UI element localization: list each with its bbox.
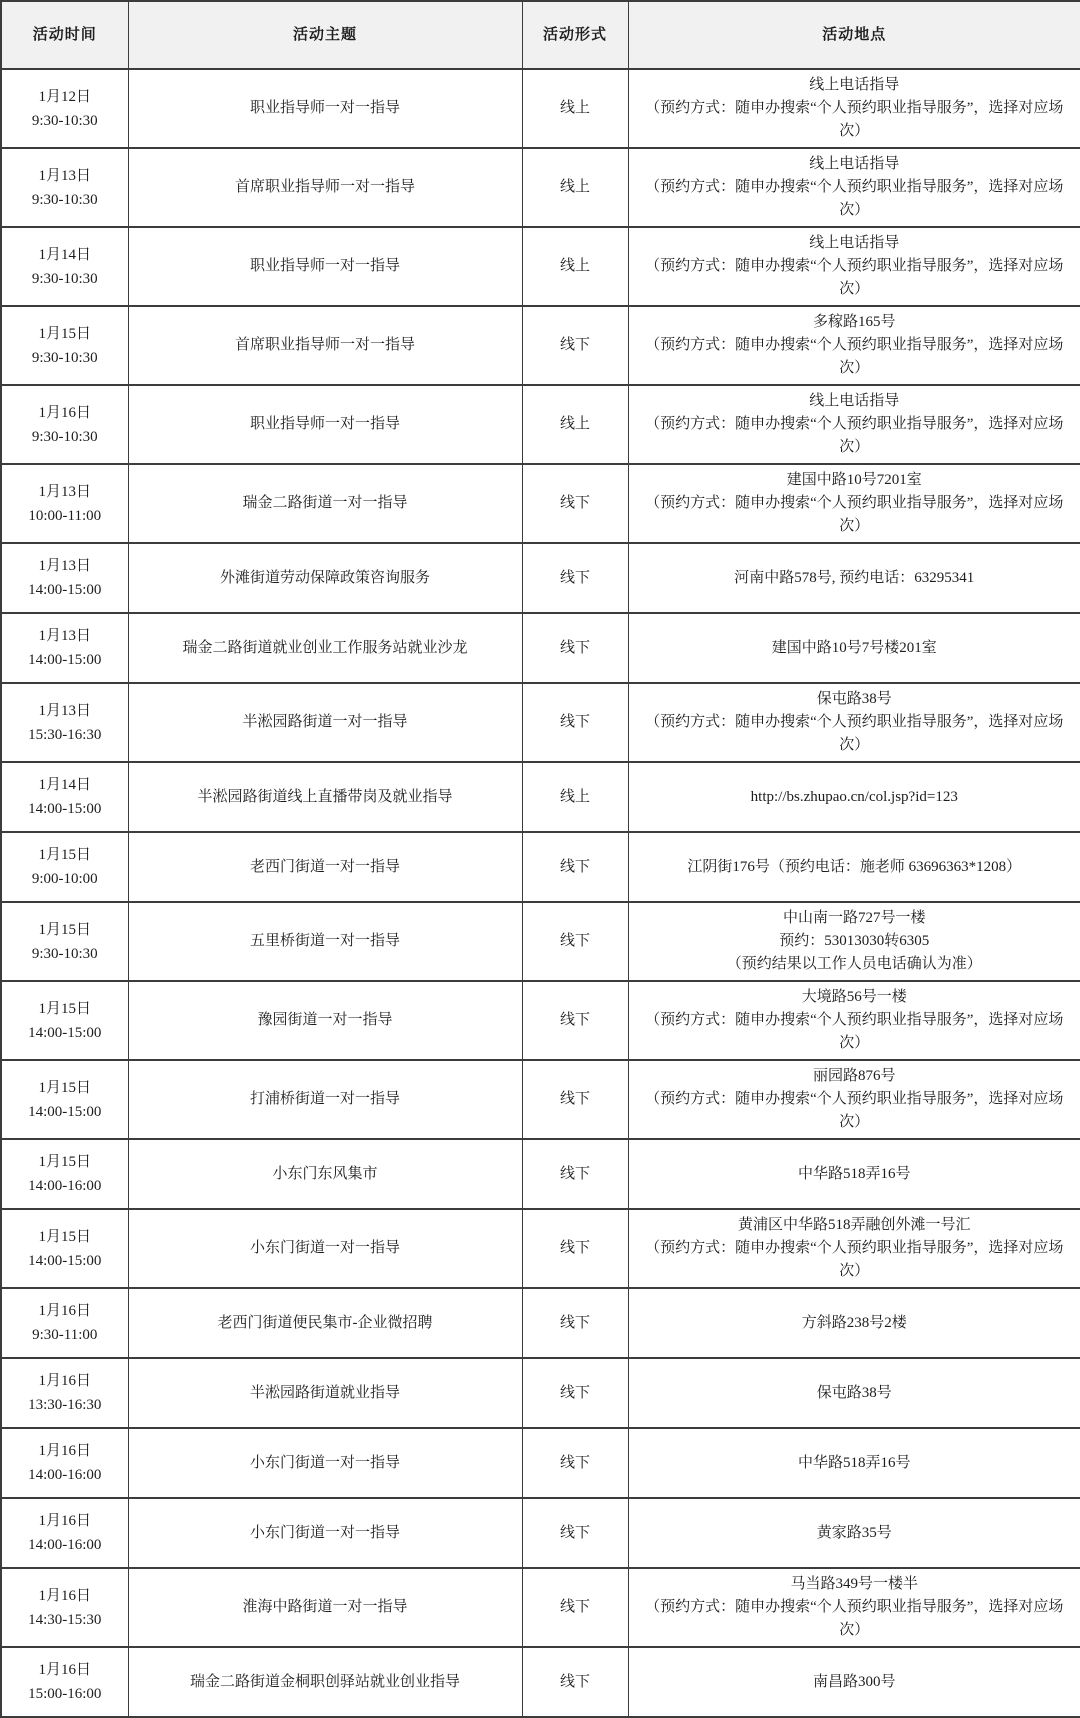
activity-location-line: 保屯路38号 bbox=[816, 691, 892, 707]
table-row bbox=[1, 385, 1080, 464]
activity-date: 1月16日 bbox=[38, 1443, 91, 1459]
cell-activity-topic: 职业指导师一对一指导 bbox=[128, 69, 522, 148]
table-row bbox=[1, 543, 1080, 613]
cell-activity-location bbox=[628, 1209, 1080, 1288]
cell-activity-topic: 职业指导师一对一指导 bbox=[128, 385, 522, 464]
activity-time-range: 14:00-15:00 bbox=[28, 652, 102, 668]
cell-activity-format: 线上 bbox=[522, 762, 628, 832]
cell-activity-time bbox=[1, 1288, 128, 1358]
cell-activity-location bbox=[628, 1647, 1080, 1717]
cell-activity-format: 线下 bbox=[522, 1498, 628, 1568]
cell-activity-time bbox=[1, 1647, 128, 1717]
cell-activity-format: 线下 bbox=[522, 1060, 628, 1139]
activity-time-range: 14:00-16:00 bbox=[28, 1537, 102, 1553]
cell-activity-format: 线上 bbox=[522, 227, 628, 306]
cell-activity-time bbox=[1, 464, 128, 543]
table-row bbox=[1, 1568, 1080, 1647]
activity-location-line: （预约方式：随申办搜索“个人预约职业指导服务”，选择对应场次） bbox=[645, 179, 1064, 218]
activity-location-line: 方斜路238号2楼 bbox=[801, 1314, 907, 1331]
table-row bbox=[1, 148, 1080, 227]
activity-date: 1月12日 bbox=[38, 88, 91, 105]
cell-activity-location bbox=[628, 1139, 1080, 1209]
cell-activity-time bbox=[1, 902, 128, 981]
activity-location-line: 中华路518弄16号 bbox=[797, 1454, 911, 1471]
activity-location-line: 线上电话指导 bbox=[809, 393, 900, 409]
cell-activity-time bbox=[1, 1428, 128, 1498]
cell-activity-topic: 外滩街道劳动保障政策咨询服务 bbox=[128, 543, 522, 613]
cell-activity-format: 线下 bbox=[522, 1647, 628, 1717]
activity-location-line: 线上电话指导 bbox=[809, 156, 900, 172]
activity-location-line: 江阴街176号（预约电话：施老师 63696363*1208） bbox=[687, 858, 1022, 875]
table-row bbox=[1, 762, 1080, 832]
activity-date: 1月13日 bbox=[38, 483, 91, 500]
header-row bbox=[1, 1, 1080, 69]
activity-location-line: 马当路349号一楼半 bbox=[790, 1576, 918, 1592]
activity-location-line: （预约方式：随申办搜索“个人预约职业指导服务”，选择对应场次） bbox=[645, 1091, 1064, 1130]
table-row bbox=[1, 981, 1080, 1060]
cell-activity-location bbox=[628, 832, 1080, 902]
table-row bbox=[1, 464, 1080, 543]
activity-date: 1月15日 bbox=[38, 1154, 91, 1170]
activity-location-line: 建国中路10号7201室 bbox=[786, 472, 922, 488]
cell-activity-location bbox=[628, 1288, 1080, 1358]
activity-date: 1月15日 bbox=[38, 325, 91, 342]
cell-activity-location bbox=[628, 613, 1080, 683]
table-row bbox=[1, 306, 1080, 385]
cell-activity-time bbox=[1, 683, 128, 762]
table-row bbox=[1, 227, 1080, 306]
activity-time-range: 14:00-15:00 bbox=[28, 1103, 102, 1120]
cell-activity-time bbox=[1, 1139, 128, 1209]
cell-activity-format: 线下 bbox=[522, 306, 628, 385]
cell-activity-location bbox=[628, 902, 1080, 981]
cell-activity-time bbox=[1, 385, 128, 464]
header-activity-format: 活动形式 bbox=[522, 1, 628, 69]
cell-activity-topic: 首席职业指导师一对一指导 bbox=[128, 306, 522, 385]
cell-activity-format: 线下 bbox=[522, 683, 628, 762]
activity-location-line: 丽园路876号 bbox=[812, 1068, 896, 1084]
activity-time-range: 15:00-16:00 bbox=[28, 1686, 102, 1702]
table-row bbox=[1, 1428, 1080, 1498]
activity-location-line: 中山南一路727号一楼 bbox=[782, 910, 926, 926]
table-header bbox=[1, 1, 1080, 69]
activity-time-range: 15:30-16:30 bbox=[28, 726, 102, 743]
activity-location-line: （预约方式：随申办搜索“个人预约职业指导服务”，选择对应场次） bbox=[645, 714, 1064, 753]
cell-activity-location bbox=[628, 69, 1080, 148]
table-row bbox=[1, 1209, 1080, 1288]
cell-activity-format: 线下 bbox=[522, 1358, 628, 1428]
cell-activity-location bbox=[628, 762, 1080, 832]
cell-activity-time bbox=[1, 1498, 128, 1568]
cell-activity-location bbox=[628, 385, 1080, 464]
activity-time-range: 14:30-15:30 bbox=[28, 1611, 102, 1628]
cell-activity-format: 线下 bbox=[522, 1139, 628, 1209]
activity-date: 1月13日 bbox=[38, 558, 91, 574]
activity-date: 1月15日 bbox=[38, 1079, 91, 1096]
header-activity-topic: 活动主题 bbox=[128, 1, 522, 69]
activity-location-line: 建国中路10号7号楼201室 bbox=[771, 639, 937, 656]
table-body bbox=[1, 69, 1080, 1717]
table-row bbox=[1, 683, 1080, 762]
activity-location-line: 河南中路578号, 预约电话：63295341 bbox=[734, 569, 975, 586]
activity-location-line: 南昌路300号 bbox=[812, 1673, 896, 1690]
table-row bbox=[1, 1498, 1080, 1568]
cell-activity-topic: 瑞金二路街道金桐职创驿站就业创业指导 bbox=[128, 1647, 522, 1717]
table-row bbox=[1, 613, 1080, 683]
cell-activity-location bbox=[628, 1358, 1080, 1428]
cell-activity-topic: 五里桥街道一对一指导 bbox=[128, 902, 522, 981]
cell-activity-location bbox=[628, 683, 1080, 762]
activity-time-range: 14:00-15:00 bbox=[28, 801, 102, 817]
activity-location-line: http://bs.zhupao.cn/col.jsp?id=123 bbox=[750, 788, 958, 805]
header-activity-time: 活动时间 bbox=[1, 1, 128, 69]
activity-date: 1月15日 bbox=[38, 921, 91, 938]
cell-activity-location bbox=[628, 1060, 1080, 1139]
cell-activity-format: 线下 bbox=[522, 1209, 628, 1288]
activity-date: 1月13日 bbox=[38, 628, 91, 644]
cell-activity-time bbox=[1, 832, 128, 902]
cell-activity-location bbox=[628, 464, 1080, 543]
activity-date: 1月14日 bbox=[38, 777, 91, 793]
cell-activity-topic: 小东门街道一对一指导 bbox=[128, 1428, 522, 1498]
cell-activity-location bbox=[628, 227, 1080, 306]
activity-location-line: 预约：53013030转6305 bbox=[779, 933, 930, 949]
activity-location-line: （预约方式：随申办搜索“个人预约职业指导服务”，选择对应场次） bbox=[645, 1599, 1064, 1638]
cell-activity-time bbox=[1, 613, 128, 683]
activity-date: 1月16日 bbox=[38, 1587, 91, 1604]
activity-location-line: 线上电话指导 bbox=[809, 77, 900, 93]
activity-date: 1月13日 bbox=[38, 167, 91, 184]
table-row bbox=[1, 902, 1080, 981]
cell-activity-topic: 瑞金二路街道就业创业工作服务站就业沙龙 bbox=[128, 613, 522, 683]
activity-location-line: （预约方式：随申办搜索“个人预约职业指导服务”，选择对应场次） bbox=[645, 1012, 1064, 1051]
activity-time-range: 13:30-16:30 bbox=[28, 1397, 102, 1413]
cell-activity-format: 线下 bbox=[522, 613, 628, 683]
activity-time-range: 9:30-10:30 bbox=[31, 112, 98, 129]
cell-activity-format: 线下 bbox=[522, 902, 628, 981]
cell-activity-topic: 小东门街道一对一指导 bbox=[128, 1209, 522, 1288]
activity-location-line: 线上电话指导 bbox=[809, 235, 900, 251]
table-row bbox=[1, 1358, 1080, 1428]
table-row bbox=[1, 1060, 1080, 1139]
activity-time-range: 9:30-10:30 bbox=[31, 428, 98, 445]
activity-time-range: 14:00-16:00 bbox=[28, 1467, 102, 1483]
cell-activity-time bbox=[1, 306, 128, 385]
activity-time-range: 14:00-15:00 bbox=[28, 1252, 102, 1269]
cell-activity-format: 线下 bbox=[522, 832, 628, 902]
cell-activity-time bbox=[1, 981, 128, 1060]
cell-activity-location bbox=[628, 1428, 1080, 1498]
activity-time-range: 9:30-11:00 bbox=[32, 1327, 98, 1343]
activity-location-line: （预约方式：随申办搜索“个人预约职业指导服务”，选择对应场次） bbox=[645, 416, 1064, 455]
cell-activity-topic: 半淞园路街道线上直播带岗及就业指导 bbox=[128, 762, 522, 832]
activity-date: 1月16日 bbox=[38, 1513, 91, 1529]
activity-date: 1月16日 bbox=[38, 404, 91, 421]
cell-activity-time bbox=[1, 69, 128, 148]
activity-time-range: 14:00-16:00 bbox=[28, 1178, 102, 1194]
cell-activity-location bbox=[628, 148, 1080, 227]
cell-activity-format: 线下 bbox=[522, 1288, 628, 1358]
activity-location-line: （预约方式：随申办搜索“个人预约职业指导服务”，选择对应场次） bbox=[645, 337, 1064, 376]
activity-time-range: 9:30-10:30 bbox=[31, 270, 98, 287]
cell-activity-time bbox=[1, 1060, 128, 1139]
cell-activity-location bbox=[628, 981, 1080, 1060]
activity-location-line: （预约方式：随申办搜索“个人预约职业指导服务”，选择对应场次） bbox=[645, 495, 1064, 534]
activity-location-line: 中华路518弄16号 bbox=[797, 1165, 911, 1182]
activity-location-line: 黄浦区中华路518弄融创外滩一号汇 bbox=[737, 1217, 971, 1233]
activity-time-range: 9:30-10:30 bbox=[31, 945, 98, 962]
activity-location-line: 保屯路38号 bbox=[816, 1384, 892, 1401]
activity-location-line: 黄家路35号 bbox=[816, 1524, 892, 1541]
activity-date: 1月15日 bbox=[38, 847, 91, 863]
activity-date: 1月16日 bbox=[38, 1662, 91, 1678]
activity-time-range: 9:30-10:30 bbox=[31, 191, 98, 208]
cell-activity-topic: 首席职业指导师一对一指导 bbox=[128, 148, 522, 227]
activity-location-line: （预约结果以工作人员电话确认为准） bbox=[726, 956, 982, 972]
cell-activity-time bbox=[1, 148, 128, 227]
activity-date: 1月15日 bbox=[38, 1228, 91, 1245]
cell-activity-location bbox=[628, 1568, 1080, 1647]
table-row bbox=[1, 1139, 1080, 1209]
cell-activity-topic: 老西门街道便民集市-企业微招聘 bbox=[128, 1288, 522, 1358]
cell-activity-topic: 小东门东风集市 bbox=[128, 1139, 522, 1209]
activity-date: 1月14日 bbox=[38, 246, 91, 263]
cell-activity-location bbox=[628, 1498, 1080, 1568]
cell-activity-time bbox=[1, 1568, 128, 1647]
cell-activity-format: 线下 bbox=[522, 464, 628, 543]
table-row bbox=[1, 1647, 1080, 1717]
cell-activity-format: 线上 bbox=[522, 69, 628, 148]
cell-activity-format: 线上 bbox=[522, 385, 628, 464]
header-activity-location: 活动地点 bbox=[628, 1, 1080, 69]
cell-activity-format: 线下 bbox=[522, 1428, 628, 1498]
cell-activity-topic: 淮海中路街道一对一指导 bbox=[128, 1568, 522, 1647]
activity-location-line: 大境路56号一楼 bbox=[801, 989, 907, 1005]
cell-activity-topic: 打浦桥街道一对一指导 bbox=[128, 1060, 522, 1139]
cell-activity-format: 线下 bbox=[522, 543, 628, 613]
cell-activity-topic: 豫园街道一对一指导 bbox=[128, 981, 522, 1060]
table-row bbox=[1, 69, 1080, 148]
cell-activity-topic: 半淞园路街道一对一指导 bbox=[128, 683, 522, 762]
activity-time-range: 10:00-11:00 bbox=[28, 507, 102, 524]
activity-time-range: 14:00-15:00 bbox=[28, 582, 102, 598]
activity-time-range: 14:00-15:00 bbox=[28, 1024, 102, 1041]
cell-activity-topic: 半淞园路街道就业指导 bbox=[128, 1358, 522, 1428]
activity-location-line: （预约方式：随申办搜索“个人预约职业指导服务”，选择对应场次） bbox=[645, 258, 1064, 297]
cell-activity-time bbox=[1, 1358, 128, 1428]
activity-location-line: 多稼路165号 bbox=[812, 314, 896, 330]
activity-time-range: 9:30-10:30 bbox=[31, 349, 98, 366]
cell-activity-time bbox=[1, 1209, 128, 1288]
cell-activity-topic: 老西门街道一对一指导 bbox=[128, 832, 522, 902]
cell-activity-format: 线上 bbox=[522, 148, 628, 227]
cell-activity-format: 线下 bbox=[522, 1568, 628, 1647]
table-row bbox=[1, 832, 1080, 902]
activity-location-line: （预约方式：随申办搜索“个人预约职业指导服务”，选择对应场次） bbox=[645, 100, 1064, 139]
table-row bbox=[1, 1288, 1080, 1358]
activity-date: 1月16日 bbox=[38, 1373, 91, 1389]
cell-activity-time bbox=[1, 227, 128, 306]
activity-time-range: 9:00-10:00 bbox=[31, 871, 98, 887]
cell-activity-format: 线下 bbox=[522, 981, 628, 1060]
activity-date: 1月16日 bbox=[38, 1303, 91, 1319]
cell-activity-location bbox=[628, 543, 1080, 613]
cell-activity-time bbox=[1, 543, 128, 613]
cell-activity-location bbox=[628, 306, 1080, 385]
cell-activity-topic: 职业指导师一对一指导 bbox=[128, 227, 522, 306]
activity-date: 1月13日 bbox=[38, 702, 91, 719]
activity-location-line: （预约方式：随申办搜索“个人预约职业指导服务”，选择对应场次） bbox=[645, 1240, 1064, 1279]
cell-activity-topic: 小东门街道一对一指导 bbox=[128, 1498, 522, 1568]
activity-date: 1月15日 bbox=[38, 1000, 91, 1017]
cell-activity-topic: 瑞金二路街道一对一指导 bbox=[128, 464, 522, 543]
cell-activity-time bbox=[1, 762, 128, 832]
